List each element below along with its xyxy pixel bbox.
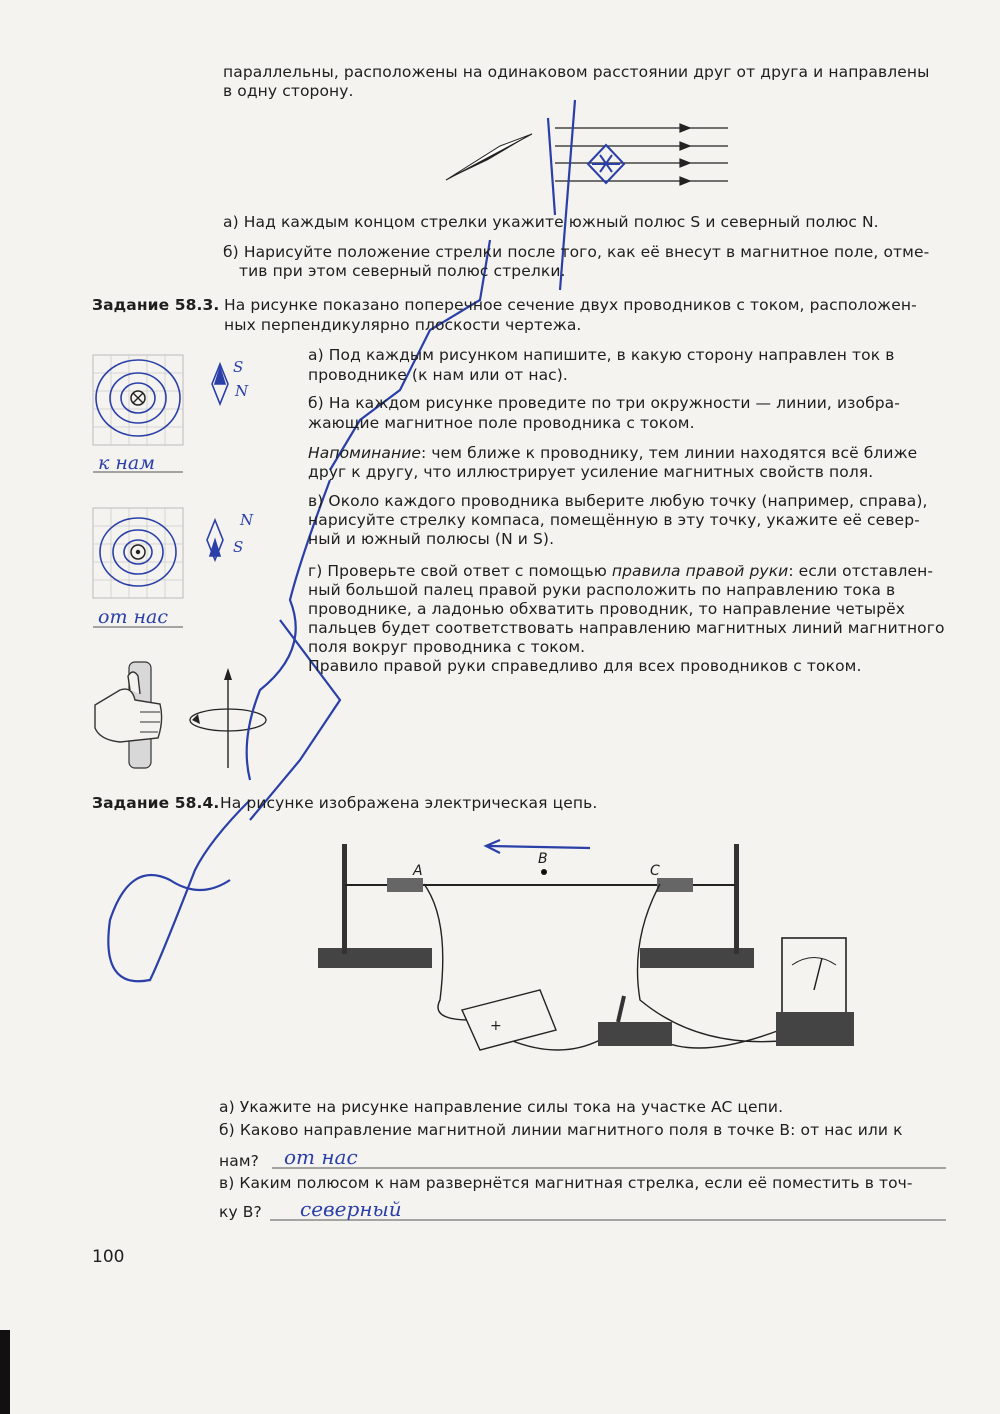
task-58-3-c-2: нарисуйте стрелку компаса, помещённую в эту точку, укажите её север-: [308, 511, 920, 529]
task-58-4-b-2: нам?: [219, 1152, 259, 1170]
task-58-3-text-1: На рисунке показано поперечное сечение двух проводников с током, расположен-: [224, 296, 917, 314]
handwritten-answer-c: северный: [300, 1197, 402, 1221]
task-58-4-text: На рисунке изображена электрическая цепь.: [220, 794, 598, 812]
task-58-3-reminder-2: друг к другу, что иллюстрирует усиление магнитных свойств поля.: [308, 463, 874, 481]
task-58-4-c-1: в) Каким полюсом к нам развернётся магнитная стрелка, если её поместить в точ-: [219, 1174, 913, 1192]
circuit-point-a-label: A: [413, 863, 423, 879]
right-hand-rule-illustration: [95, 662, 266, 768]
d1-prefix: г) Проверьте свой ответ с помощью: [308, 562, 612, 580]
field-lines-figure: [555, 124, 728, 185]
drawn-needle-in-field: [588, 145, 624, 183]
circuit-illustration: [318, 844, 854, 1050]
task-58-4-a: а) Укажите на рисунке направление силы тока на участке AC цепи.: [219, 1098, 784, 1116]
task-58-3-reminder-1: [308, 444, 917, 463]
page-number: 100: [92, 1247, 125, 1267]
compass-2-top-pole: N: [240, 511, 254, 529]
circuit-point-c-label: C: [650, 863, 660, 879]
compass-needle-figure: [446, 134, 532, 180]
task-58-3-c-1: в) Около каждого проводника выберите любую точку (например, справа),: [308, 492, 928, 510]
task-58-3-a-2: проводнике (к нам или от нас).: [308, 366, 568, 384]
task-58-3-a-1: а) Под каждым рисунком напишите, в какую сторону направлен ток в: [308, 346, 895, 364]
prev-question-a: а) Над каждым концом стрелки укажите южный полюс S и северный полюс N.: [223, 213, 879, 231]
compass-1-top-pole: S: [233, 358, 244, 376]
intro-line-1: параллельны, расположены на одинаковом расстоянии друг от друга и направлены: [223, 63, 930, 81]
compass-drawing-2: [207, 520, 223, 560]
reminder-text: : чем ближе к проводнику, тем линии находятся всё ближе: [421, 444, 918, 462]
task-58-3-d-5: поля вокруг проводника с током.: [308, 638, 586, 656]
task-58-3-heading: Задание 58.3.: [92, 296, 220, 314]
task-58-3-d-1: [308, 562, 933, 581]
task-58-4-c-2: ку B?: [219, 1203, 262, 1221]
right-hand-rule-term: правила правой руки: [611, 562, 789, 580]
task-58-3-b-2: жающие магнитное поле проводника с током.: [308, 414, 695, 432]
task-58-3-d-4: пальцев будет соответствовать направлению магнитных линий магнитного: [308, 619, 945, 637]
conductor-grid-1: [93, 355, 183, 445]
compass-drawing-1: [212, 364, 228, 404]
intro-line-2: в одну сторону.: [223, 82, 354, 100]
task-58-4-heading: Задание 58.4.: [92, 794, 220, 812]
handwritten-answer-1: к нам: [98, 452, 155, 474]
task-58-3-b-1: б) На каждом рисунке проведите по три окружности — линии, изобра-: [308, 394, 900, 412]
handwritten-answer-2: от нас: [98, 606, 168, 628]
task-58-3-d-3: проводнике, а ладонью обхватить проводник, то направление четырёх: [308, 600, 906, 618]
task-58-3-text-2: ных перпендикулярно плоскости чертежа.: [224, 316, 582, 334]
task-58-3-c-3: ный и южный полюсы (N и S).: [308, 530, 555, 548]
reminder-label: Напоминание: [308, 444, 422, 462]
prev-question-b-line-1: б) Нарисуйте положение стрелки после того, как её внесут в магнитное поле, отме-: [223, 243, 930, 261]
task-58-3-d-6: Правило правой руки справедливо для всех проводников с током.: [308, 657, 862, 675]
prev-question-b-line-2: тив при этом северный полюс стрелки.: [239, 262, 566, 280]
compass-2-bottom-pole: S: [233, 538, 244, 556]
task-58-4-b-1: б) Каково направление магнитной линии магнитного поля в точке B: от нас или к: [219, 1121, 903, 1139]
task-58-3-d-2: ный большой палец правой руки расположить по направлению тока в: [308, 581, 896, 599]
svg-text:+: +: [490, 1018, 502, 1034]
conductor-grid-2: [93, 508, 183, 598]
d1-suffix: : если отставлен-: [788, 562, 934, 580]
compass-1-bottom-pole: N: [235, 382, 249, 400]
circuit-point-b-label: B: [538, 851, 548, 867]
handwritten-answer-b: от нас: [284, 1145, 358, 1169]
